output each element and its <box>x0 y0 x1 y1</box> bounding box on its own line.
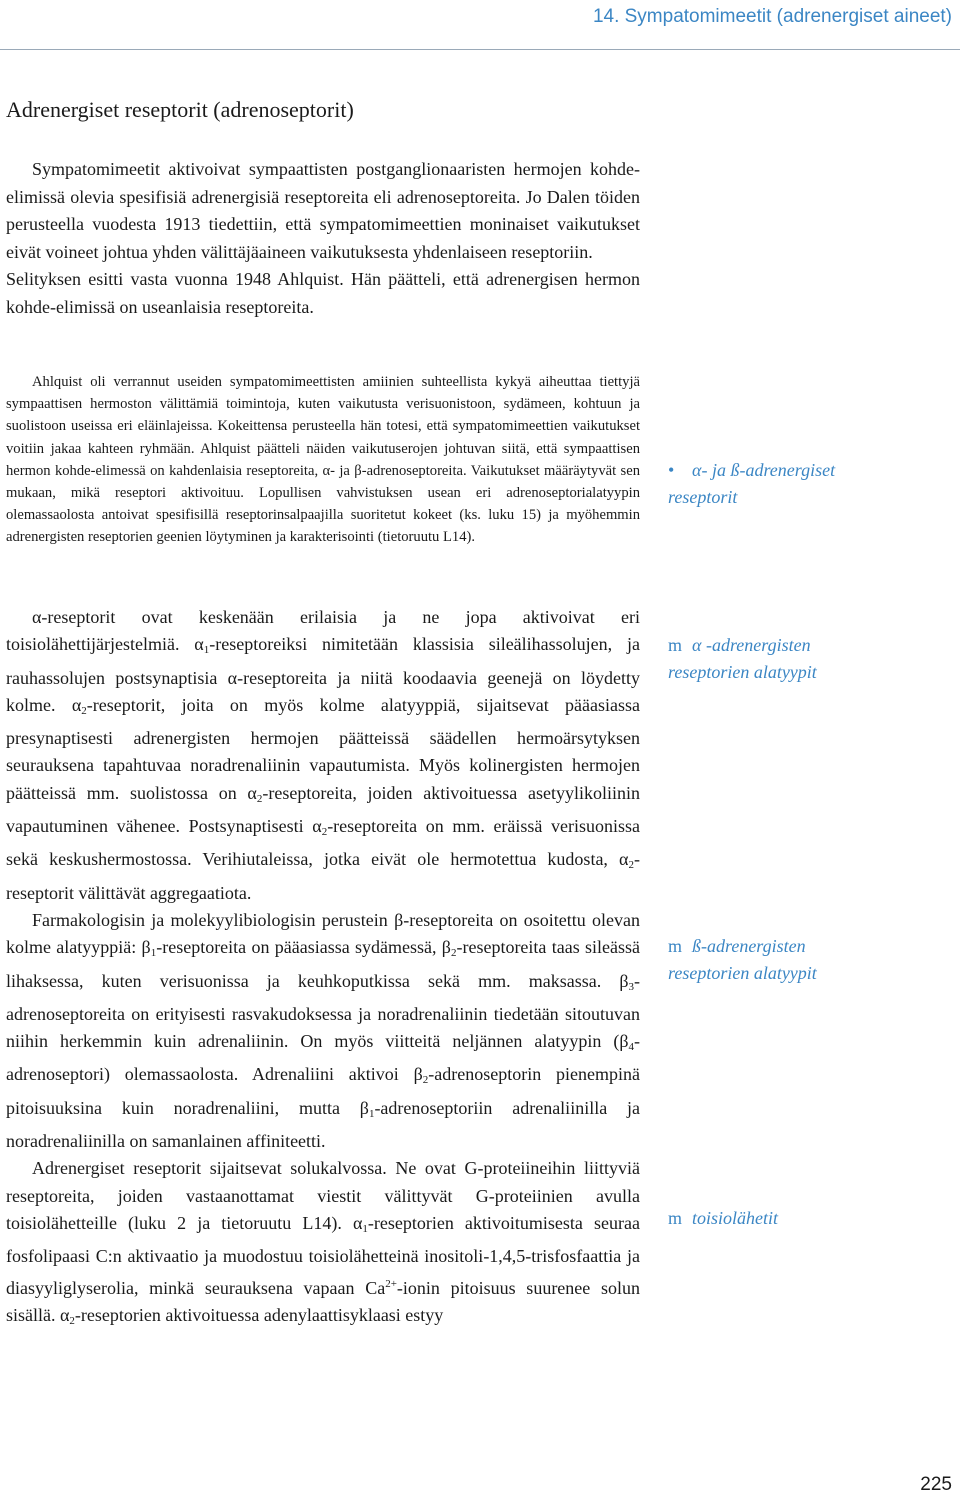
bullet-icon: m <box>668 635 683 655</box>
second-messenger-paragraph: Adrenergiset reseptorit sijaitsevat solukalvossa. Ne ovat G-proteiineihin liittyviä reseptoreita, joiden vastaanottamat viestit välittyvät G-proteiinien avulla toisiolähetteille (luku 2 ja tietoruutu L14). $\alpha_1$-reseptorien aktivoitumisesta seuraa fosfolipaasi C:n aktivaatio ja muodostuu toisiolähetteinä inositoli-1,4,5-trisfosfaattia ja diasyyliglyserolia, minkä seurauksena vapaan $Ca^{2+}$-ionin pitoisuus suurenee solun sisällä. $\alpha_2$-reseptorien aktivoituessa adenylaattisyklaasi estyy <box>6 1158 640 1327</box>
side-note-alpha-subtypes <box>668 632 898 686</box>
side-note-line: • α- ja ß-adrenergiset <box>668 457 898 484</box>
alpha-paragraph: α-reseptorit ovat keskenään erilaisia ja ne jopa aktivoivat eri toisiolähettijärjestelmiä. $\alpha_1$-reseptoreiksi nimitetään klassisia sileälihassolujen, ja rauhassolujen postsynaptisia α-reseptoreita ja niitä koodaavia geenejä on löydetty kolme. $\alpha_2$-reseptorit, joita on myös kolme alatyyppiä, sijaitsevat pääasiassa presynaptisesti adrenergisten hermojen päätteissä säädellen hermoärsytyksen seurauksena tapahtuvaa noradrenaliinin vapautumista. Myös kolinergisten hermojen päätteissä mm. suolistossa on $\alpha_2$-reseptoreita, joiden aktivoituessa asetyylikoliinin vapautuminen vähenee. Postsynaptisesti $\alpha_2$-reseptoreita on mm. eräissä verisuonissa sekä keskushermostossa. Verihiutaleissa, jotka eivät ole hermotettua kudosta, $\alpha_2$-reseptorit välittävät aggregaatiota. <box>6 607 641 903</box>
small-paragraph: Ahlquist oli verrannut useiden sympatomimeettisten amiinien suhteellista kykyä aiheuttaa tiettyjä sympaattisen hermoston välittämiä toimintoja, kuten vaikutusta verisuonistoon, sydämeen, kohtuun ja suolistoon useissa eri eläinlajeissa. Kokeittensa perusteella hän totesi, että sympatomimeettien vaikutukset voitiin jakaa kahteen ryhmään. Ahlquist päätteli näiden vaikutuserojen johtuvan siitä, että sympaattisen hermon kohde-elimessä on kahdenlaisia reseptoreita, α- ja β-adrenoseptoreita. Vaikutukset määräytyvät sen mukaan, mikä reseptori aktivoituu. Lopullisen vahvistuksen usean eri adrenoseptorialatyypin olemassaolosta antoivat spesifisillä reseptorinsalpaajilla suoritetut kokeet (ks. luku 15) ja myöhemmin adrenergisten reseptorien geenien löytyminen ja karakterisointi (tietoruutu L14). <box>6 374 640 546</box>
lead-paragraph: Selityksen esitti vasta vuonna 1948 Ahlquist. Hän päätteli, että adrenergisen hermon kohde-elimissä on useanlaisia reseptoreita. <box>6 269 640 317</box>
bullet-icon: • <box>668 460 675 480</box>
bullet-icon: m <box>668 1208 683 1228</box>
chapter-title: 14. Sympatomimeetit (adrenergiset aineet) <box>592 6 952 27</box>
side-note-second-messengers <box>668 1205 898 1232</box>
section-title: Adrenergiset reseptorit (adrenoseptorit) <box>6 97 354 122</box>
side-note-line: m ß-adrenergisten <box>668 933 898 960</box>
side-note-beta-subtypes <box>668 933 898 987</box>
lead-paragraph: Sympatomimeetit aktivoivat sympaattisten postganglionaaristen hermojen kohde-elimissä olevia spesifisiä adrenergisiä reseptoreita eli adrenoseptoreita. Jo Dalen töiden perusteella vuodesta 1913 tiedettiin, että sympatomimeettien moninaiset vaikutukset eivät voineet johtua yhden välittäjäaineen vaikutuksesta yhdenlaiseen reseptoriin. <box>6 159 640 262</box>
header-divider <box>0 49 960 50</box>
side-note-receptors <box>668 457 898 511</box>
side-note-line: reseptorien alatyypit <box>668 662 817 682</box>
side-note-line: m toisiolähetit <box>668 1205 898 1232</box>
side-note-line: reseptorit <box>668 487 738 507</box>
bullet-icon: m <box>668 936 683 956</box>
body-text <box>6 604 640 1335</box>
small-print-block <box>6 371 640 549</box>
beta-paragraph: Farmakologisin ja molekyylibiologisin perustein β-reseptoreita on osoitettu olevan kolme alatyyppiä: $\beta_1$-reseptoreita on pääasiassa sydämessä, $\beta_2$-reseptoreita taas sileässä lihaksessa, kuten verisuonissa ja keuhkoputkissa sekä mm. maksassa. $\beta_3$-adrenoseptoreita on erityisesti rasvakudoksessa ja noradrenaliinin tiedetään sitoutuvan niihin herkemmin kuin adrenaliinin. On myös viitteitä neljännen alatyypin $(\beta_4-adrenoseptori)$ olemassaolosta. Adrenaliini aktivoi $\beta_2$-adrenoseptorin pienempinä pitoisuuksina kuin noradrenaliini, mutta $\beta_1$-adrenoseptoriin adrenaliinilla ja noradrenaliinilla on samanlainen affiniteetti. <box>6 909 640 1152</box>
page-number: 225 <box>920 1474 952 1495</box>
side-note-line: m α -adrenergisten <box>668 632 898 659</box>
lead-text <box>6 156 640 321</box>
side-note-line: reseptorien alatyypit <box>668 963 817 983</box>
